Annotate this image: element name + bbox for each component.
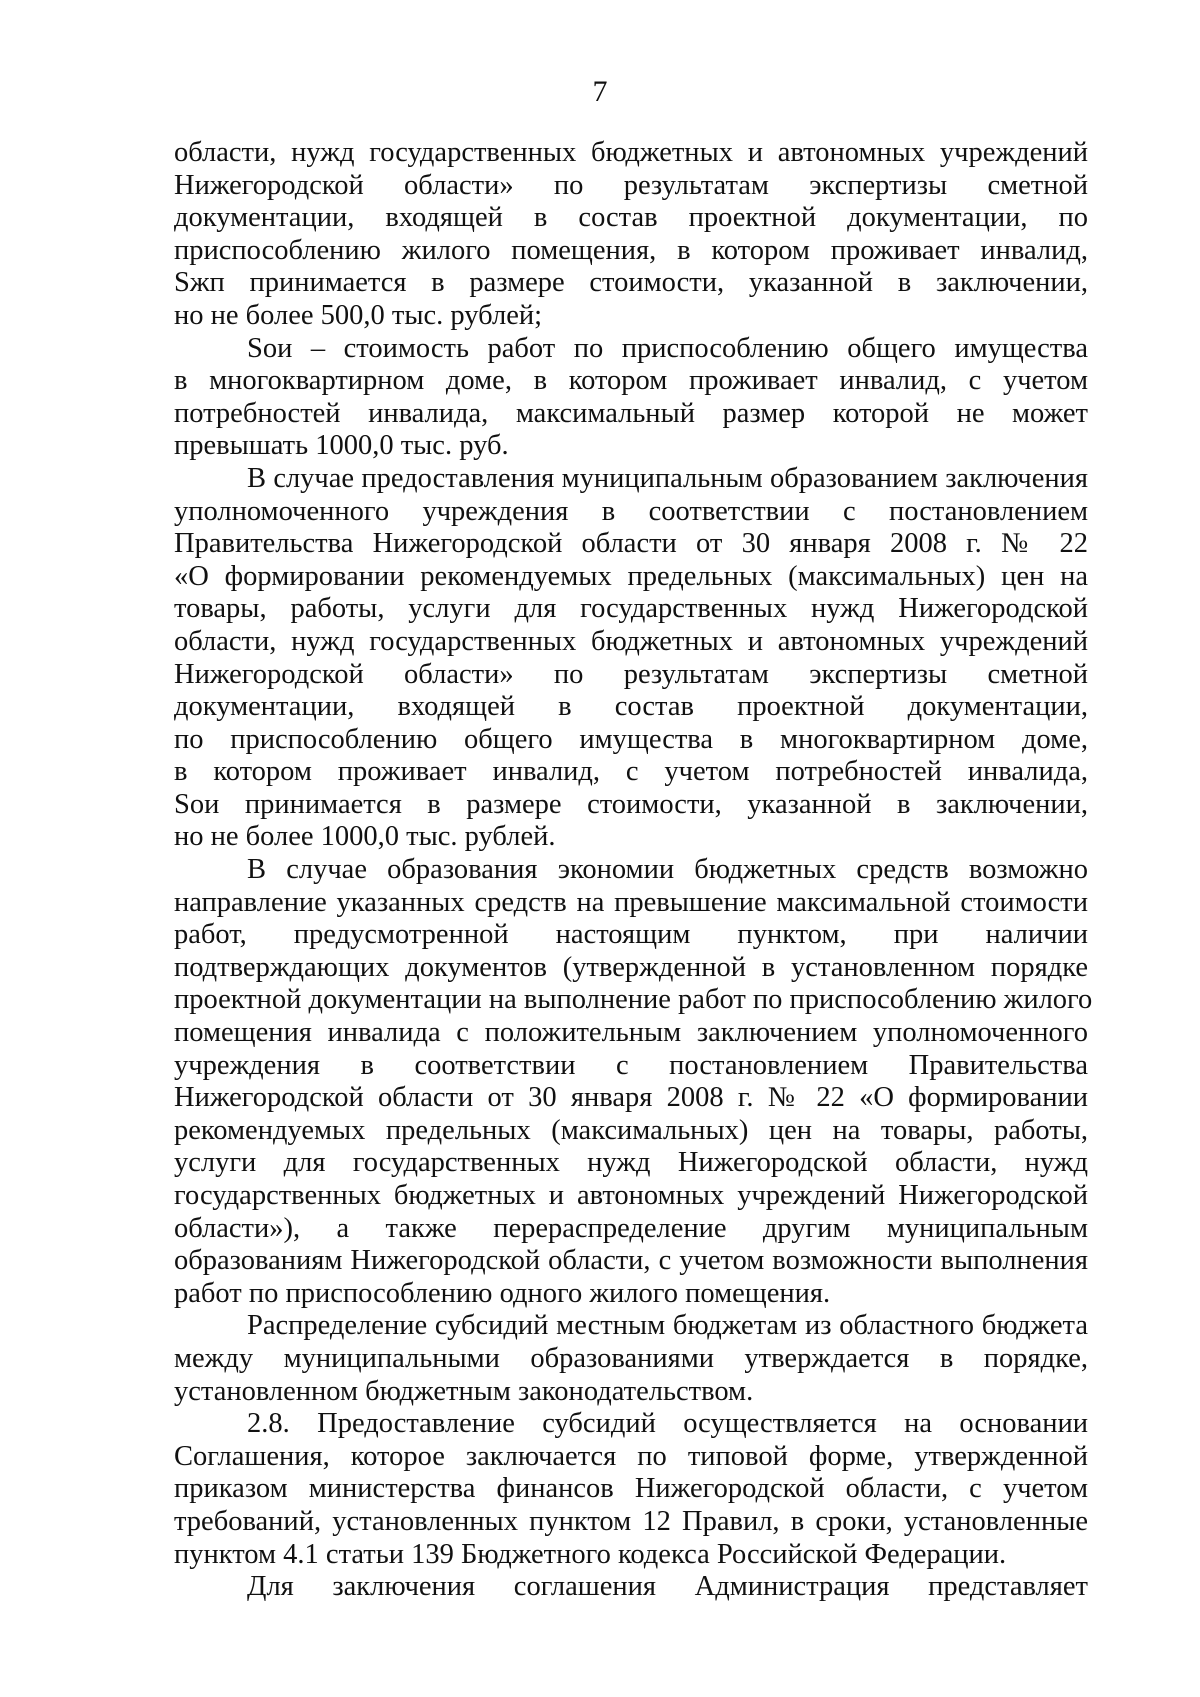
text-line: документации, входящей в состав проектной документации, [174,691,1088,723]
text-line: потребностей инвалида, максимальный размер которой не может [174,397,1088,429]
page-number: 7 [592,75,608,108]
text-line: образованиям Нижегородской области, с учетом возможности выполнения [174,1245,1088,1277]
document-body [174,137,1093,1604]
text-line: Sои – стоимость работ по приспособлению общего имущества [247,332,1088,364]
text-line: но не более 1000,0 тыс. рублей. [174,821,556,853]
text-line: рекомендуемых предельных (максимальных) цен на товары, работы, [174,1114,1088,1146]
text-line: В случае образования экономии бюджетных средств возможно [247,854,1088,886]
text-line: области, нужд государственных бюджетных и автономных учреждений [174,625,1088,657]
text-line: области»), а также перераспределение другим муниципальным [174,1212,1088,1244]
text-line: Нижегородской области от 30 января 2008 г. № 22 «О формировании [174,1082,1088,1114]
text-line: Нижегородской области» по результатам экспертизы сметной [174,658,1088,690]
text-line: приспособлению жилого помещения, в котором проживает инвалид, [174,234,1088,266]
text-line: Правительства Нижегородской области от 30 января 2008 г. № 22 [174,528,1088,560]
text-line: требований, установленных пунктом 12 Правил, в сроки, установленные [174,1505,1088,1537]
text-line: товары, работы, услуги для государственных нужд Нижегородской [174,593,1088,625]
text-line: но не более 500,0 тыс. рублей; [174,299,543,331]
text-line: Распределение субсидий местным бюджетам из областного бюджета [247,1310,1088,1342]
text-line: пунктом 4.1 статьи 139 Бюджетного кодекса Российской Федерации. [174,1538,1007,1570]
text-line: по приспособлению общего имущества в многоквартирном доме, [174,723,1088,755]
text-line: между муниципальными образованиями утверждается в порядке, [174,1342,1088,1374]
text-line: Sои принимается в размере стоимости, указанной в заключении, [174,788,1088,820]
text-line: работ, предусмотренной настоящим пунктом, при наличии [174,919,1088,951]
text-line: в котором проживает инвалид, с учетом потребностей инвалида, [174,756,1088,788]
paragraph [174,463,1088,854]
text-line: Соглашения, которое заключается по типовой форме, утвержденной [174,1440,1088,1472]
paragraph [174,333,1088,463]
text-line: помещения инвалида с положительным заключением уполномоченного [174,1017,1088,1049]
text-line: «О формировании рекомендуемых предельных (максимальных) цен на [174,560,1088,592]
text-line: услуги для государственных нужд Нижегородской области, нужд [174,1147,1088,1179]
text-line: В случае предоставления муниципальным образованием заключения [247,462,1088,494]
text-line: Sжп принимается в размере стоимости, указанной в заключении, [174,267,1088,299]
text-line: Нижегородской области» по результатам экспертизы сметной [174,169,1088,201]
text-line: области, нужд государственных бюджетных и автономных учреждений [174,137,1088,168]
text-line: приказом министерства финансов Нижегородской области, с учетом [174,1473,1088,1505]
paragraph [174,1310,1088,1408]
text-line: в многоквартирном доме, в котором проживает инвалид, с учетом [174,365,1088,397]
text-line: подтверждающих документов (утвержденной в установленном порядке [174,951,1088,983]
text-line: установленном бюджетным законодательством. [174,1375,754,1407]
text-line: государственных бюджетных и автономных учреждений Нижегородской [174,1180,1088,1211]
text-line: проектной документации на выполнение работ по приспособлению жилого [174,984,1093,1016]
text-line: направление указанных средств на превышение максимальной стоимости [174,886,1088,918]
paragraph [174,137,1088,333]
paragraph [174,1571,1088,1604]
paragraph [174,854,1093,1310]
text-line: учреждения в соответствии с постановлением Правительства [174,1049,1088,1081]
text-line: уполномоченного учреждения в соответствии с постановлением [174,495,1088,527]
paragraph [174,1408,1088,1571]
text-line: документации, входящей в состав проектной документации, по [174,202,1088,234]
text-line: превышать 1000,0 тыс. руб. [174,430,509,462]
text-line: 2.8. Предоставление субсидий осуществляется на основании [247,1408,1088,1440]
text-line: Для заключения соглашения Администрация представляет [247,1571,1088,1603]
text-line: работ по приспособлению одного жилого помещения. [174,1277,831,1309]
